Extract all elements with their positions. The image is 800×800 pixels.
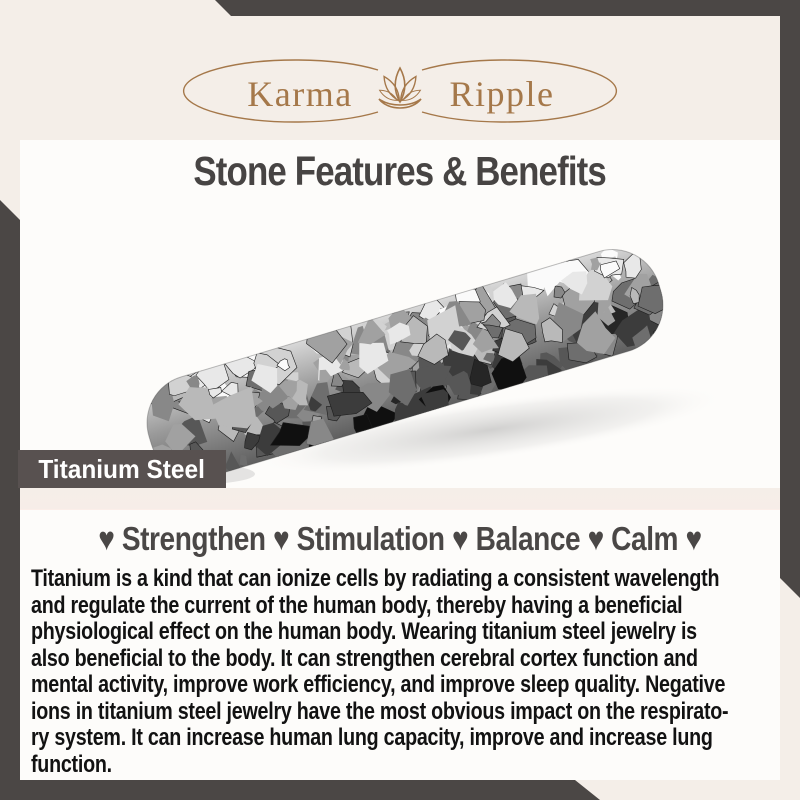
description-line: mental activity, improve work efficiency, and improve sleep quality. Negative — [31, 671, 726, 698]
page-title: Stone Features & Benefits — [193, 148, 607, 194]
description-line: Titanium is a kind that can ionize cells by radiating a consistent wavelength — [31, 565, 720, 592]
description-line: function. — [31, 750, 112, 778]
description-line: ions in titanium steel jewelry have the most obvious impact on the respirato- — [31, 697, 729, 725]
description-line: physiological effect on the human body. Wearing titanium steel jewelry is — [31, 618, 697, 645]
titanium-bar-photo — [20, 192, 780, 488]
stone-name-badge — [18, 450, 226, 488]
section-heading — [20, 148, 780, 194]
divider-band — [20, 488, 780, 510]
stone-name-label: Titanium Steel — [38, 453, 206, 484]
description-line: also beneficial to the body. It can strengthen cerebral cortex function and — [31, 644, 698, 672]
description-line: and regulate the current of the human body, thereby having a beneficial — [31, 591, 683, 619]
benefits-headline-row — [20, 518, 780, 560]
benefits-headline: ♥ Strengthen ♥ Stimulation ♥ Balance ♥ Calm ♥ — [98, 520, 702, 557]
lotus-icon — [378, 68, 422, 108]
benefits-description — [31, 566, 776, 778]
brand-logo — [150, 34, 650, 126]
brand-word-left: Karma — [247, 74, 353, 114]
description-line: ry system. It can increase human lung capacity, improve and increase lung — [31, 724, 713, 751]
brand-word-right: Ripple — [449, 74, 555, 114]
